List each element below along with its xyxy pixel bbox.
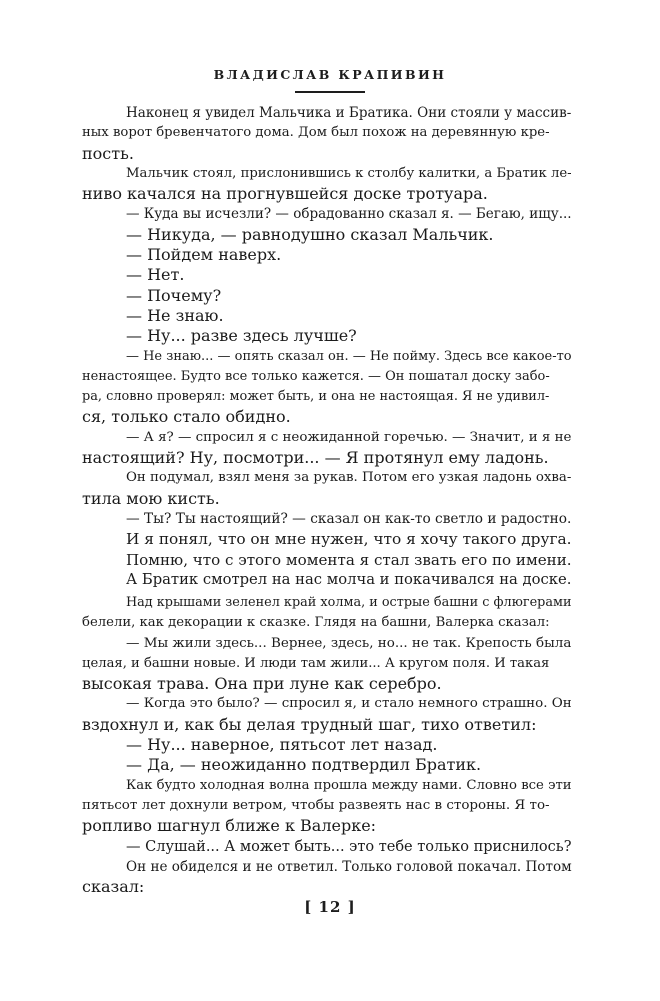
paragraph bbox=[104, 735, 572, 755]
text-line: — Никуда, — равнодушно сказал Мальчик. bbox=[126, 224, 494, 244]
paragraph bbox=[82, 103, 572, 164]
text-line: А Братик смотрел на нас молча и покачивался на доске. bbox=[126, 570, 572, 588]
text-line: пятьсот лет дохнули ветром, чтобы развеять нас в стороны. Я то- bbox=[82, 797, 550, 813]
paragraph bbox=[82, 634, 572, 695]
text-line: Наконец я увидел Мальчика и Братика. Они стояли у массив- bbox=[126, 105, 572, 121]
text-line: целая, и башни новые. И люди там жили... А кругом поля. И такая bbox=[82, 655, 550, 671]
paragraph bbox=[104, 326, 572, 346]
paragraph bbox=[82, 593, 572, 634]
paragraph bbox=[82, 857, 572, 898]
text-line: ся, только стало обидно. bbox=[82, 407, 291, 427]
text-line: — Когда это было? — спросил я, и стало немного страшно. Он bbox=[126, 696, 572, 712]
text-line: Помню, что с этого момента я стал звать его по имени. bbox=[126, 550, 572, 569]
text-line: — Ты? Ты настоящий? — сказал он как-то светло и радостно. bbox=[126, 510, 572, 527]
paragraph bbox=[82, 428, 572, 469]
text-line: Он подумал, взял меня за рукав. Потом его узкая ладонь охва- bbox=[126, 470, 572, 486]
paragraph bbox=[104, 225, 572, 245]
header-rule bbox=[295, 91, 365, 93]
paragraph bbox=[82, 164, 572, 205]
text-line: — Ну... разве здесь лучше? bbox=[126, 326, 357, 346]
text-block-1 bbox=[82, 103, 572, 590]
text-line: Как будто холодная волна прошла между нами. Словно все эти bbox=[126, 777, 572, 793]
paragraph bbox=[104, 286, 572, 306]
text-line: высокая трава. Она при луне как серебро. bbox=[82, 674, 442, 694]
running-head: ВЛАДИСЛАВ КРАПИВИН bbox=[213, 67, 447, 82]
text-line: сказал: bbox=[82, 877, 145, 897]
text-line: ропливо шагнул ближе к Валерке: bbox=[82, 816, 377, 836]
paragraph bbox=[104, 755, 572, 775]
text-line: — Слушай... А может быть... это тебе только приснилось? bbox=[126, 838, 572, 855]
text-line: — Куда вы исчезли? — обрадованно сказал я. — Бегаю, ищу... bbox=[126, 206, 572, 223]
paragraph bbox=[104, 306, 572, 326]
paragraph bbox=[104, 550, 572, 570]
paragraph bbox=[104, 204, 572, 224]
paragraph bbox=[82, 776, 572, 837]
text-line: ных ворот бревенчатого дома. Дом был похож на деревянную кре- bbox=[82, 125, 550, 141]
paragraph bbox=[104, 265, 572, 285]
text-line: вздохнул и, как бы делая трудный шаг, тихо ответил: bbox=[82, 714, 537, 734]
text-line: ниво качался на прогнувшейся доске тротуара. bbox=[82, 184, 488, 204]
paragraph bbox=[104, 570, 572, 590]
text-line: — Мы жили здесь... Вернее, здесь, но... не так. Крепость была bbox=[126, 635, 572, 651]
text-line: — Пойдем наверх. bbox=[126, 245, 282, 265]
text-line: настоящий? Ну, посмотри... — Я протянул ему ладонь. bbox=[82, 448, 549, 468]
paragraph bbox=[82, 468, 572, 509]
text-line: — Да, — неожиданно подтвердил Братик. bbox=[126, 755, 482, 775]
text-line: пость. bbox=[82, 143, 134, 163]
paragraph bbox=[82, 347, 572, 428]
text-line: ра, словно проверял: может быть, и она не настоящая. Я не удивил- bbox=[82, 389, 550, 405]
text-line: И я понял, что он мне нужен, что я хочу такого друга. bbox=[126, 530, 572, 549]
text-line: — Не знаю... — опять сказал он. — Не пойму. Здесь все какое-то bbox=[126, 348, 572, 364]
text-line: — Не знаю. bbox=[126, 305, 224, 325]
paragraph bbox=[104, 529, 572, 549]
text-line: — А я? — спросил я с неожиданной горечью. — Значит, и я не bbox=[126, 429, 572, 445]
text-line: — Ну... наверное, пятьсот лет назад. bbox=[126, 735, 438, 755]
text-line: Над крышами зеленел край холма, и острые башни с флюгерами bbox=[126, 595, 572, 610]
paragraph bbox=[104, 837, 572, 857]
text-line: белели, как декорации к сказке. Глядя на башни, Валерка сказал: bbox=[82, 615, 550, 631]
text-line: — Почему? bbox=[126, 285, 222, 305]
text-block-2 bbox=[82, 593, 572, 897]
paragraph bbox=[82, 694, 572, 735]
text-line: Он не обиделся и не ответил. Только головой покачал. Потом bbox=[126, 858, 572, 875]
text-line: — Нет. bbox=[126, 265, 185, 285]
paragraph bbox=[104, 245, 572, 265]
paragraph bbox=[104, 509, 572, 529]
text-line: тила мою кисть. bbox=[82, 488, 220, 508]
text-line: Мальчик стоял, прислонившись к столбу калитки, а Братик ле- bbox=[126, 165, 572, 181]
page-number: [ 12 ] bbox=[304, 898, 356, 916]
text-line: ненастоящее. Будто все только кажется. — Он пошатал доску забо- bbox=[82, 368, 550, 384]
